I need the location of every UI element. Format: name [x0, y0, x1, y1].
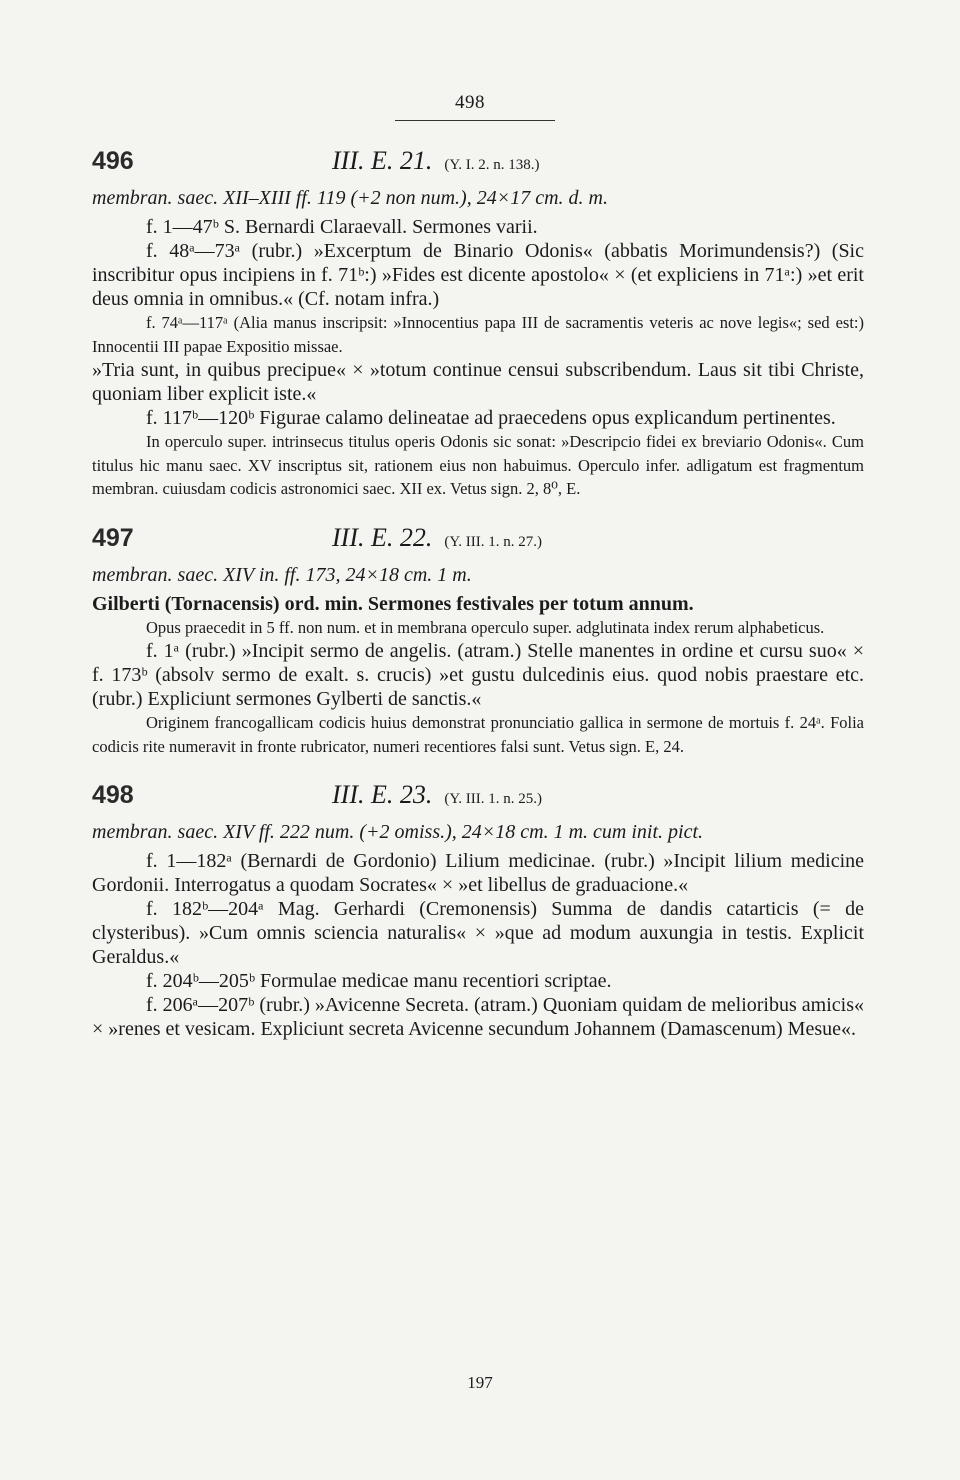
entry-number: 497	[92, 523, 134, 552]
note-paragraph: Originem francogallicam codicis huius demonstrat pronunciatio gallica in sermone de mortuis f. 24ᵃ. Folia codicis rite numeravit in fronte rubricator, numeri recentiores falsi sunt. Vetus sign. E, 24.	[92, 713, 864, 756]
content-paragraph: Opus praecedit in 5 ff. non num. et in membrana operculo super. adglutinata index rerum alphabeticus.	[146, 617, 825, 637]
old-signature: (Y. III. 1. n. 27.)	[444, 533, 542, 550]
entry-number: 498	[92, 781, 134, 809]
entry-heading	[92, 146, 864, 186]
entry-heading	[92, 523, 864, 563]
shelfmark: III. E. 23.	[332, 780, 433, 809]
physical-description: membran. saec. XIV ff. 222 num. (+2 omiss.), 24×18 cm. 1 m. cum init. pict.	[92, 821, 703, 843]
shelfmark: III. E. 22.	[332, 522, 433, 552]
entry-number: 496	[92, 147, 134, 175]
entry-496	[92, 146, 864, 501]
entry-498	[92, 780, 864, 1041]
content-paragraph: »Tria sunt, in quibus precipue« × »totum continue censui subscribendum. Laus sit tibi Christe, quoniam liber explicit iste.«	[92, 359, 864, 405]
content-paragraph: f. 1—182ᵃ (Bernardi de Gordonio) Lilium medicinae. (rubr.) »Incipit lilium medicine Gordonii. Interrogatus a quodam Socrates« × »et libellus de graduacione.«	[92, 850, 864, 896]
old-signature: (Y. I. 2. n. 138.)	[444, 157, 540, 173]
entry-497	[92, 523, 864, 759]
footer-number: 197	[467, 1373, 493, 1392]
content-paragraph: f. 206ᵃ—207ᵇ (rubr.) »Avicenne Secreta. (atram.) Quoniam quidam de melioribus amicis« × »renes et vesicam. Expliciunt secreta Avicenne secundum Johannem (Damascenum) Mesue«.	[92, 994, 864, 1040]
entry-heading	[92, 780, 864, 820]
header-rule	[395, 120, 555, 121]
content-paragraph: f. 48ᵃ—73ᵃ (rubr.) »Excerptum de Binario Odonis« (abbatis Morimundensis?) (Sic inscribitur opus incipiens in f. 71ᵇ:) »Fides est dicente apostolo« × (et expliciens in 71ᵃ:) »et erit deus omnia in omnibus.« (Cf. notam infra.)	[92, 240, 864, 310]
physical-description: membran. saec. XII–XIII ff. 119 (+2 non num.), 24×17 cm. d. m.	[92, 187, 608, 209]
page-number: 498	[455, 92, 485, 113]
content-paragraph: f. 182ᵇ—204ᵃ Mag. Gerhardi (Cremonensis) Summa de dandis catarticis (= de clysteribus). »Cum omnis sciencia naturalis« × »que ad modum auxungia in testis. Explicit Geraldus.«	[92, 898, 864, 968]
old-signature: (Y. III. 1. n. 25.)	[444, 791, 542, 807]
shelfmark: III. E. 21.	[332, 146, 433, 175]
content-paragraph: f. 1—47ᵇ S. Bernardi Claraevall. Sermones varii.	[146, 216, 538, 238]
content-paragraph: f. 204ᵇ—205ᵇ Formulae medicae manu recentiori scriptae.	[146, 970, 612, 992]
content-paragraph: f. 1ᵃ (rubr.) »Incipit sermo de angelis. (atram.) Stelle manentes in ordine et cursu suo« × f. 173ᵇ (absolv sermo de exalt. s. crucis) »et gustu dulcedinis eius. quod nobis praestare etc. (rubr.) Expliciunt sermones Gylberti de sanctis.«	[92, 640, 864, 710]
note-paragraph: In operculo super. intrinsecus titulus operis Odonis sic sonat: »Descripcio fidei ex breviario Odonis«. Cum titulus hic manu saec. XV inscriptus sit, rationem eius non habuimus. Operculo infer. adligatum est fragmentum membran. cuiusdam codicis astronomici saec. XII ex. Vetus sign. 2, 8⁰, E.	[92, 432, 864, 498]
content-paragraph: f. 74ᵃ—117ᵃ (Alia manus inscripsit: »Innocentius papa III de sacramentis veteris ac nove legis«; sed est:) Innocentii III papae Expositio missae.	[92, 313, 864, 356]
physical-description: membran. saec. XIV in. ff. 173, 24×18 cm. 1 m.	[92, 563, 472, 586]
catalogue-entries	[92, 146, 864, 1063]
content-paragraph: f. 117ᵇ—120ᵇ Figurae calamo delineatae ad praecedens opus explicandum pertinentes.	[146, 407, 836, 429]
work-title: Gilberti (Tornacensis) ord. min. Sermones festivales per totum annum.	[92, 592, 694, 615]
